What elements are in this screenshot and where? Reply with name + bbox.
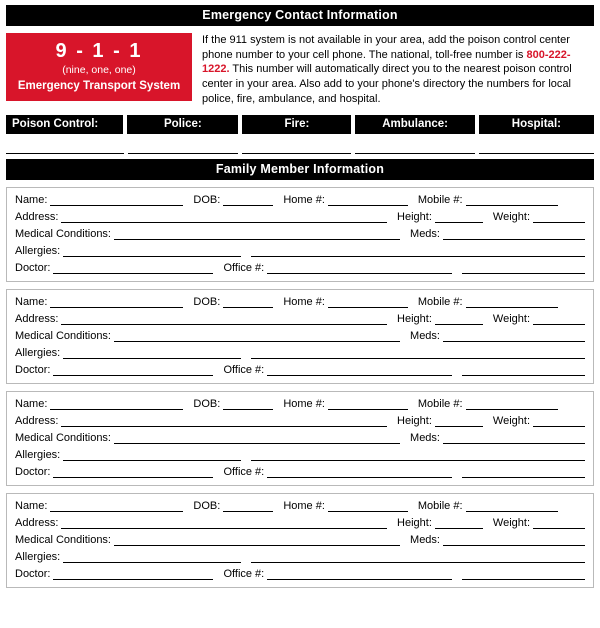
member-name-row [15, 500, 585, 512]
member-address-row [15, 313, 585, 325]
label-address: Address: [15, 415, 59, 428]
member-medical-row [15, 330, 585, 342]
label-medical-conditions: Medical Conditions: [15, 228, 111, 241]
input-address[interactable] [61, 212, 387, 223]
label-address: Address: [15, 211, 59, 224]
input-allergies-1[interactable] [63, 450, 241, 461]
label-doctor: Doctor: [15, 364, 51, 377]
input-mobile-number[interactable] [466, 399, 558, 410]
label-name: Name: [15, 500, 48, 513]
emergency-911-badge [6, 33, 192, 101]
document-page [0, 5, 600, 628]
family-member-card [6, 187, 594, 282]
input-height[interactable] [435, 416, 483, 427]
member-medical-row [15, 432, 585, 444]
contact-label-poison-control: Poison Control: [6, 115, 123, 134]
label-weight: Weight: [492, 517, 530, 530]
input-meds[interactable] [443, 229, 585, 240]
label-address: Address: [15, 517, 59, 530]
contact-input-fire[interactable] [242, 153, 350, 154]
contact-label-fire: Fire: [242, 115, 351, 134]
label-office-number: Office #: [223, 568, 265, 581]
input-address[interactable] [61, 416, 387, 427]
input-allergies-2[interactable] [251, 348, 585, 359]
input-weight[interactable] [533, 416, 585, 427]
input-home-number[interactable] [328, 195, 408, 206]
input-mobile-number[interactable] [466, 195, 558, 206]
input-medical-conditions[interactable] [114, 331, 400, 342]
label-medical-conditions: Medical Conditions: [15, 432, 111, 445]
input-mobile-number[interactable] [466, 297, 558, 308]
label-office-number: Office #: [223, 466, 265, 479]
input-office-number[interactable] [267, 467, 452, 478]
label-meds: Meds: [410, 534, 440, 547]
family-member-card [6, 391, 594, 486]
label-meds: Meds: [410, 228, 440, 241]
emergency-instructions-part2: This number will automatically direct you to the nearest poison control center in your area. Also add to your phone's directory the numbers for local police, fire, ambulance, and hospital. [202, 63, 572, 105]
input-name[interactable] [50, 195, 183, 206]
input-dob[interactable] [223, 297, 273, 308]
label-allergies: Allergies: [15, 551, 61, 564]
member-allergies-row [15, 347, 585, 359]
contact-label-ambulance: Ambulance: [355, 115, 474, 134]
label-weight: Weight: [492, 211, 530, 224]
label-mobile-number: Mobile #: [417, 398, 463, 411]
input-allergies-1[interactable] [63, 246, 241, 257]
label-mobile-number: Mobile #: [417, 194, 463, 207]
input-name[interactable] [50, 297, 183, 308]
contact-input-police[interactable] [128, 153, 239, 154]
label-height: Height: [397, 211, 432, 224]
label-medical-conditions: Medical Conditions: [15, 330, 111, 343]
member-doctor-row [15, 262, 585, 274]
contact-label-hospital: Hospital: [479, 115, 594, 134]
label-home-number: Home #: [283, 194, 325, 207]
emergency-contact-write-in-lines [6, 153, 594, 154]
input-weight[interactable] [533, 518, 585, 529]
label-meds: Meds: [410, 330, 440, 343]
member-allergies-row [15, 551, 585, 563]
member-doctor-row [15, 466, 585, 478]
input-name[interactable] [50, 399, 183, 410]
input-home-number[interactable] [328, 399, 408, 410]
label-home-number: Home #: [283, 398, 325, 411]
input-doctor[interactable] [53, 467, 213, 478]
label-home-number: Home #: [283, 296, 325, 309]
label-dob: DOB: [193, 296, 221, 309]
label-height: Height: [397, 415, 432, 428]
emergency-911-spelled: (nine, one, one) [62, 63, 136, 76]
member-medical-row [15, 534, 585, 546]
label-allergies: Allergies: [15, 245, 61, 258]
label-weight: Weight: [492, 415, 530, 428]
label-mobile-number: Mobile #: [417, 296, 463, 309]
input-doctor[interactable] [53, 263, 213, 274]
input-meds[interactable] [443, 433, 585, 444]
member-address-row [15, 211, 585, 223]
label-office-number: Office #: [223, 364, 265, 377]
emergency-911-number: 9 - 1 - 1 [55, 39, 143, 62]
member-allergies-row [15, 245, 585, 257]
input-office-number[interactable] [267, 569, 452, 580]
input-doctor-extra[interactable] [462, 263, 585, 274]
input-allergies-1[interactable] [63, 552, 241, 563]
input-dob[interactable] [223, 501, 273, 512]
member-name-row [15, 398, 585, 410]
input-meds[interactable] [443, 535, 585, 546]
input-height[interactable] [435, 518, 483, 529]
input-weight[interactable] [533, 212, 585, 223]
family-member-card [6, 289, 594, 384]
member-address-row [15, 517, 585, 529]
input-doctor[interactable] [53, 569, 213, 580]
input-medical-conditions[interactable] [114, 433, 400, 444]
input-doctor[interactable] [53, 365, 213, 376]
section-header-family: Family Member Information [6, 159, 594, 180]
input-office-number[interactable] [267, 365, 452, 376]
label-address: Address: [15, 313, 59, 326]
section-header-emergency: Emergency Contact Information [6, 5, 594, 26]
input-home-number[interactable] [328, 501, 408, 512]
label-allergies: Allergies: [15, 449, 61, 462]
input-height[interactable] [435, 212, 483, 223]
label-height: Height: [397, 313, 432, 326]
family-member-card [6, 493, 594, 588]
label-dob: DOB: [193, 194, 221, 207]
label-weight: Weight: [492, 313, 530, 326]
label-doctor: Doctor: [15, 466, 51, 479]
input-mobile-number[interactable] [466, 501, 558, 512]
label-medical-conditions: Medical Conditions: [15, 534, 111, 547]
input-allergies-1[interactable] [63, 348, 241, 359]
input-home-number[interactable] [328, 297, 408, 308]
label-height: Height: [397, 517, 432, 530]
input-doctor-extra[interactable] [462, 467, 585, 478]
input-medical-conditions[interactable] [114, 229, 400, 240]
input-allergies-2[interactable] [251, 450, 585, 461]
input-medical-conditions[interactable] [114, 535, 400, 546]
member-name-row [15, 296, 585, 308]
emergency-instructions-part1: If the 911 system is not available in your area, add the poison control center phone number to your cell phone. The national, toll-free number is [202, 34, 570, 61]
input-allergies-2[interactable] [251, 552, 585, 563]
member-allergies-row [15, 449, 585, 461]
label-home-number: Home #: [283, 500, 325, 513]
input-address[interactable] [61, 314, 387, 325]
input-name[interactable] [50, 501, 183, 512]
input-address[interactable] [61, 518, 387, 529]
poison-control-phone-number: 800-222-1222. [202, 48, 571, 76]
label-dob: DOB: [193, 398, 221, 411]
emergency-contact-label-strip [6, 115, 594, 134]
input-dob[interactable] [223, 399, 273, 410]
input-meds[interactable] [443, 331, 585, 342]
label-dob: DOB: [193, 500, 221, 513]
label-name: Name: [15, 398, 48, 411]
contact-input-hospital[interactable] [479, 153, 594, 154]
input-allergies-2[interactable] [251, 246, 585, 257]
emergency-transport-system-label: Emergency Transport System [17, 79, 181, 92]
label-office-number: Office #: [223, 262, 265, 275]
contact-input-poison-control[interactable] [6, 153, 124, 154]
emergency-intro-row [6, 33, 594, 106]
label-name: Name: [15, 296, 48, 309]
input-office-number[interactable] [267, 263, 452, 274]
emergency-instructions [202, 33, 594, 106]
label-name: Name: [15, 194, 48, 207]
label-allergies: Allergies: [15, 347, 61, 360]
input-weight[interactable] [533, 314, 585, 325]
input-doctor-extra[interactable] [462, 569, 585, 580]
input-doctor-extra[interactable] [462, 365, 585, 376]
member-medical-row [15, 228, 585, 240]
label-doctor: Doctor: [15, 568, 51, 581]
label-meds: Meds: [410, 432, 440, 445]
member-doctor-row [15, 364, 585, 376]
member-name-row [15, 194, 585, 206]
contact-label-police: Police: [127, 115, 238, 134]
input-dob[interactable] [223, 195, 273, 206]
contact-input-ambulance[interactable] [355, 153, 475, 154]
input-height[interactable] [435, 314, 483, 325]
member-address-row [15, 415, 585, 427]
member-doctor-row [15, 568, 585, 580]
label-mobile-number: Mobile #: [417, 500, 463, 513]
label-doctor: Doctor: [15, 262, 51, 275]
